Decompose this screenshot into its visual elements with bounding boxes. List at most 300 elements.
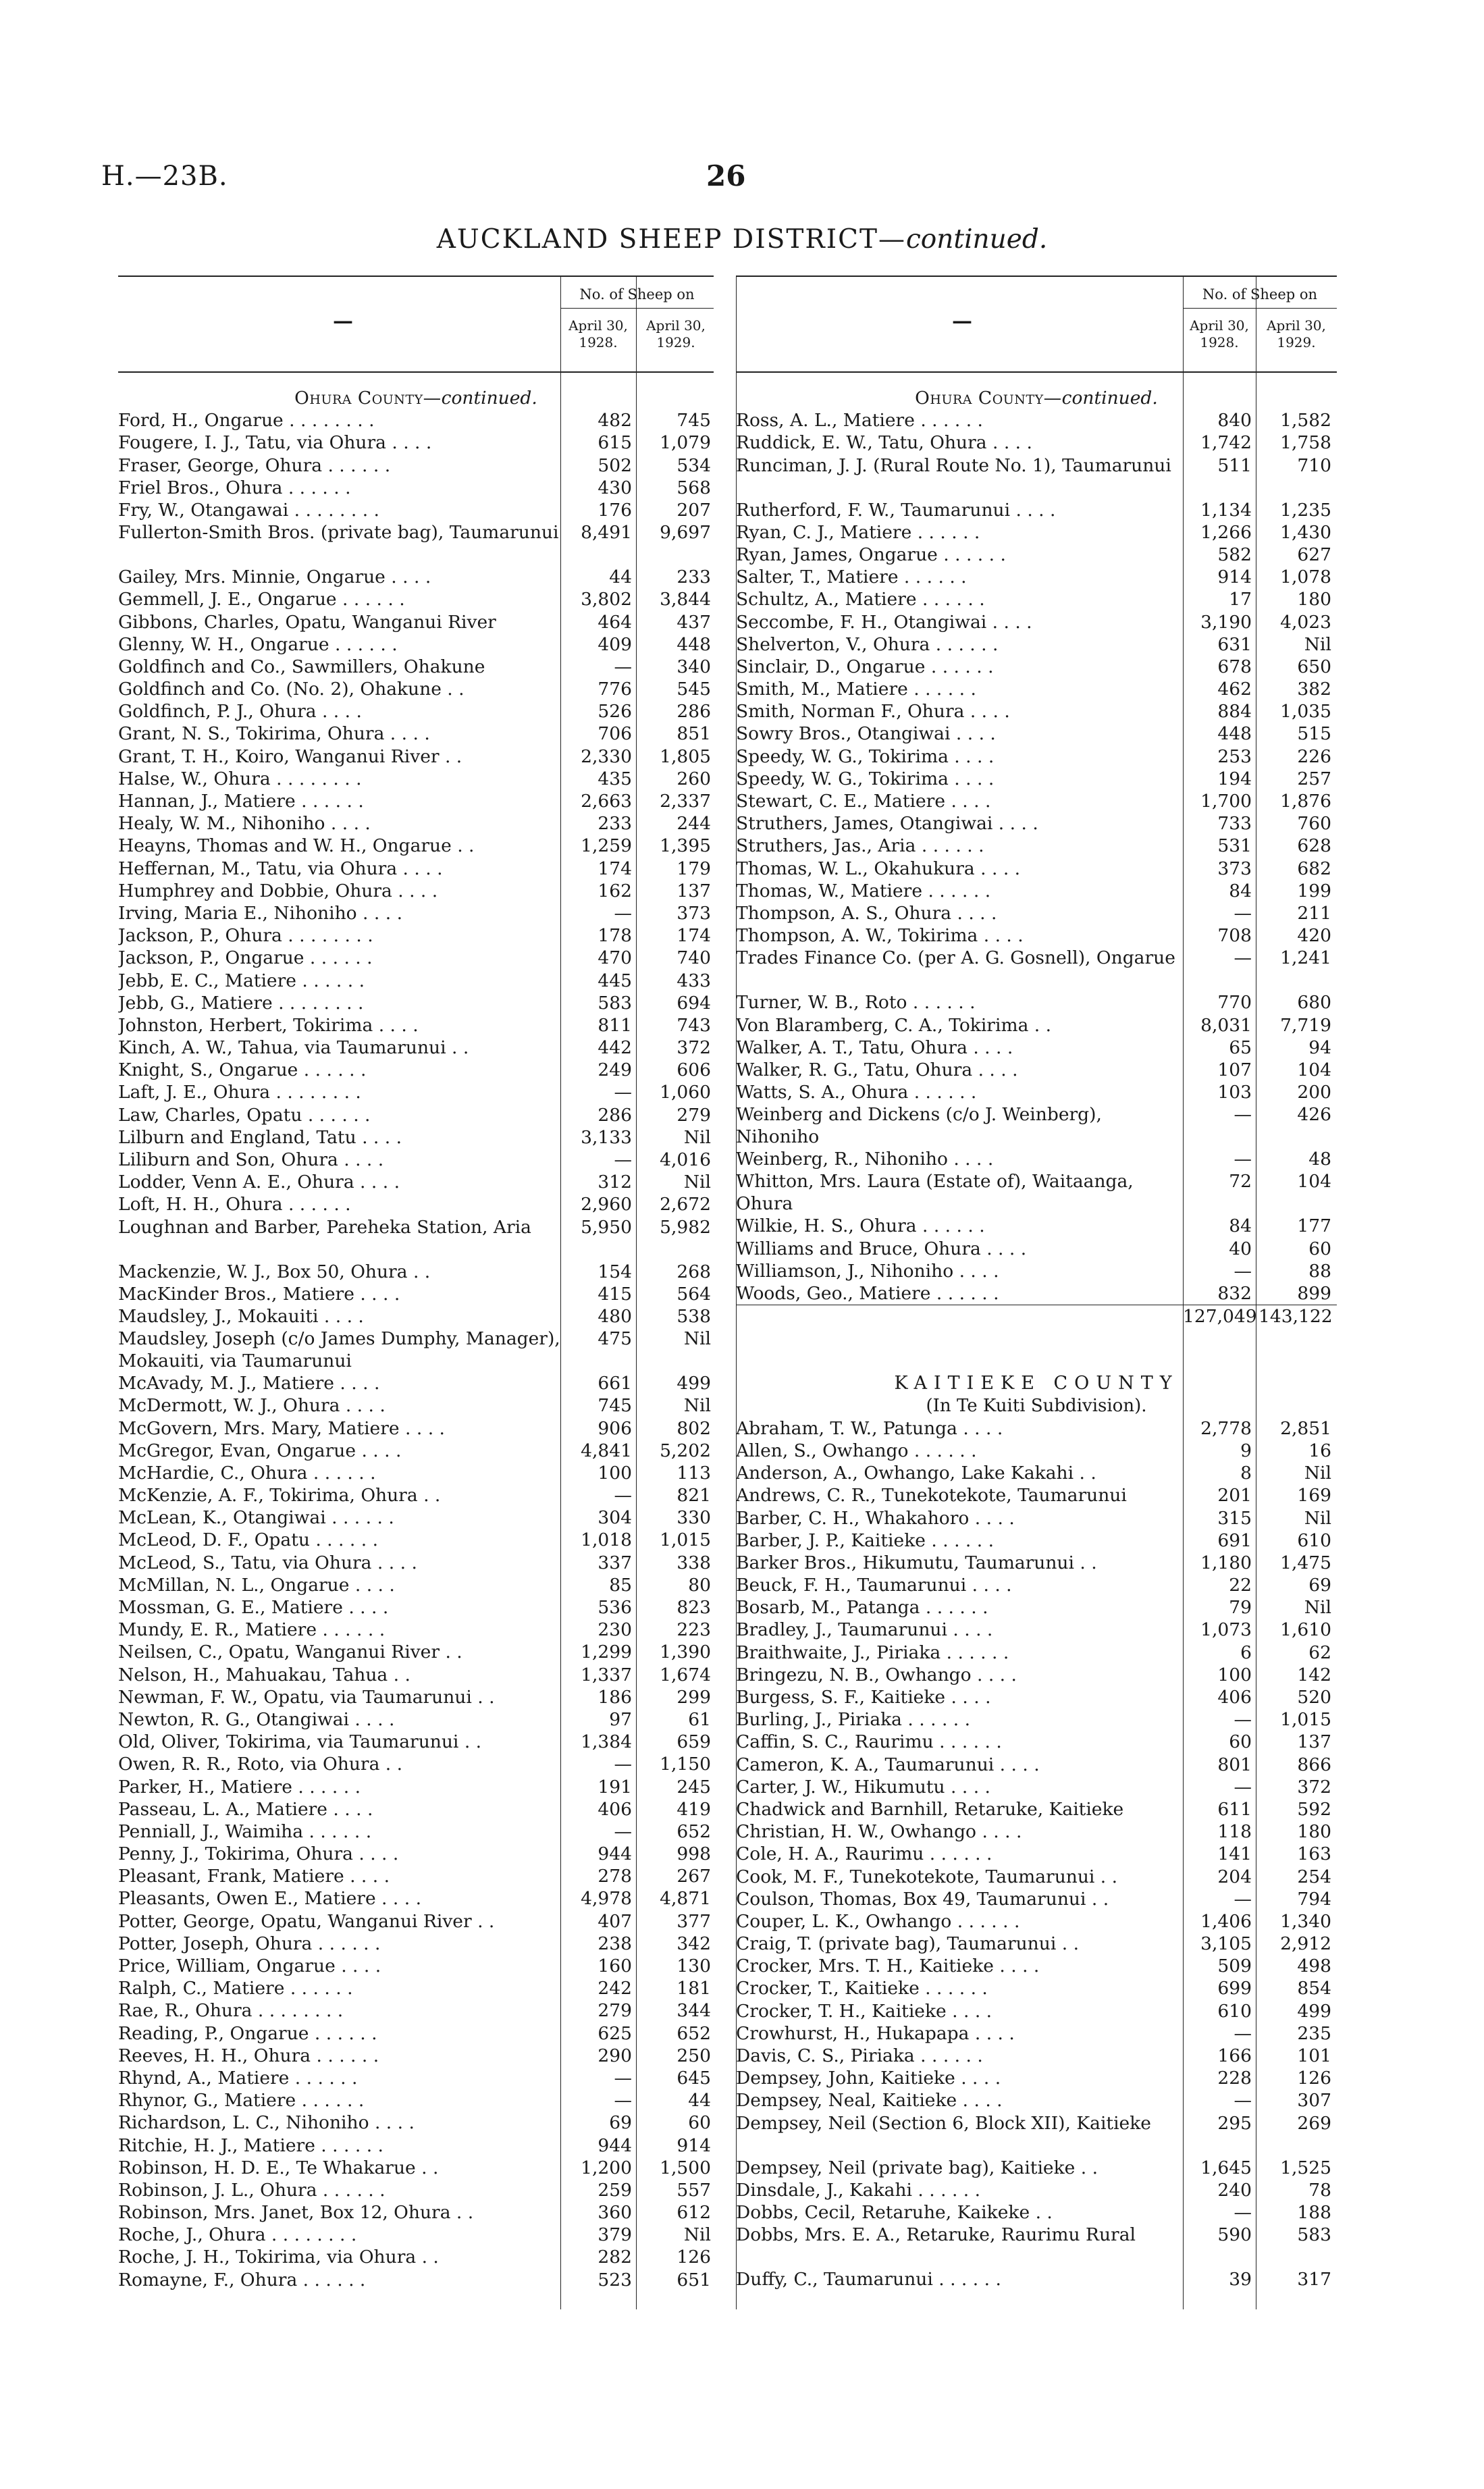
- sheep-1929: 126: [677, 2247, 711, 2268]
- owner-name: Mackenzie, W. J., Box 50, Ohura . .: [118, 1261, 431, 1282]
- sheep-1928: 295: [1217, 2112, 1252, 2134]
- sheep-1928: 85: [609, 1574, 632, 1596]
- table-row: [736, 700, 1337, 723]
- owner-name: Pleasant, Frank, Matiere . . . .: [118, 1866, 390, 1887]
- sheep-1929: 520: [1297, 1687, 1331, 1708]
- table-row: [118, 1798, 714, 1820]
- sheep-1929: 2,337: [660, 791, 711, 812]
- sheep-1928: 590: [1217, 2224, 1252, 2246]
- sheep-1928: 1,299: [581, 1642, 632, 1663]
- table-row: [118, 1664, 714, 1686]
- sheep-1929: 498: [1297, 1956, 1331, 1977]
- sheep-1929: 1,876: [1280, 791, 1331, 812]
- owner-name: Healy, W. M., Nihoniho . . . .: [118, 813, 371, 835]
- right-table: [736, 276, 1337, 2309]
- sheep-1928: —: [614, 2067, 632, 2089]
- owner-name: McLean, K., Otangiwai . . . . . .: [118, 1507, 394, 1529]
- sheep-1928: 5,950: [581, 1216, 632, 1238]
- table-row: [118, 1081, 714, 1103]
- sheep-1929: 1,390: [660, 1642, 711, 1663]
- owner-name: McAvady, M. J., Matiere . . . .: [118, 1373, 380, 1394]
- section-subtitle: (In Te Kuiti Subdivision).: [926, 1395, 1147, 1416]
- table-row: [736, 1798, 1337, 1820]
- sheep-1929: 137: [677, 880, 711, 901]
- sheep-1928: 204: [1217, 1866, 1252, 1887]
- table-row: [118, 1283, 714, 1305]
- sheep-1929: 235: [1297, 2022, 1331, 2044]
- table-row: [118, 1014, 714, 1037]
- table-row: [118, 835, 714, 857]
- sheep-1928: 39: [1229, 2269, 1252, 2290]
- owner-name: Abraham, T. W., Patunga . . . .: [736, 1417, 1003, 1439]
- sheep-1929: 279: [677, 1104, 711, 1126]
- header-col-1928: April 30, 1928.: [568, 317, 628, 350]
- owner-name: Schultz, A., Matiere . . . . . .: [736, 589, 985, 610]
- owner-name: Carter, J. W., Hikumutu . . . .: [736, 1776, 990, 1798]
- owner-name: Gemmell, J. E., Ongarue . . . . . .: [118, 589, 405, 610]
- owner-name: Ralph, C., Matiere . . . . . .: [118, 1978, 353, 1999]
- owner-name: Nelson, H., Mahuakau, Tahua . .: [118, 1664, 410, 1685]
- table-row: [118, 1171, 714, 1193]
- table-row: [118, 1708, 714, 1731]
- owner-name: Maudsley, J., Mokauiti . . . .: [118, 1305, 364, 1327]
- sheep-1928: 582: [1217, 544, 1252, 565]
- owner-name: Kinch, A. W., Tahua, via Taumarunui . .: [118, 1037, 469, 1059]
- table-row: [118, 611, 714, 633]
- sheep-1929: 181: [677, 1978, 711, 1999]
- sheep-1929: 628: [1297, 835, 1331, 857]
- sheep-1928: 360: [598, 2202, 632, 2224]
- sheep-1928: —: [1234, 1776, 1252, 1798]
- total-1928: 127,049: [1183, 1306, 1257, 1328]
- sheep-1929: 1,340: [1280, 1910, 1331, 1932]
- table-row: [736, 2045, 1337, 2067]
- table-row: [118, 431, 714, 454]
- sheep-1929: 7,719: [1280, 1014, 1331, 1036]
- sheep-1929: 419: [677, 1798, 711, 1820]
- owner-name: Rae, R., Ohura . . . . . . . .: [118, 2000, 344, 2022]
- sheep-1928: 1,645: [1200, 2157, 1252, 2178]
- sheep-1929: 433: [677, 970, 711, 991]
- sheep-1929: Nil: [683, 2224, 711, 2246]
- table-row: [736, 1843, 1337, 1865]
- table-row: [118, 723, 714, 745]
- table-row: [118, 1552, 714, 1574]
- table-row: [118, 1506, 714, 1529]
- owner-name: Sowry Bros., Otangiwai . . . .: [736, 723, 996, 745]
- sheep-1929: 1,610: [1280, 1619, 1331, 1641]
- table-row: [736, 431, 1337, 454]
- owner-name: Burgess, S. F., Kaitieke . . . .: [736, 1687, 991, 1708]
- table-row: [118, 880, 714, 902]
- table-row: [736, 1103, 1337, 1148]
- table-row: [118, 2134, 714, 2157]
- sheep-1928: 625: [598, 2022, 632, 2044]
- owner-name: Struthers, James, Otangiwai . . . .: [736, 813, 1038, 835]
- sheep-1929: 169: [1297, 1485, 1331, 1506]
- header-dash: —: [952, 309, 972, 333]
- table-row: [736, 2112, 1337, 2157]
- owner-name: Lodder, Venn A. E., Ohura . . . .: [118, 1172, 400, 1193]
- sheep-1929: 4,871: [660, 1888, 711, 1910]
- sheep-1928: 407: [598, 1910, 632, 1932]
- sheep-1928: 2,778: [1200, 1417, 1252, 1439]
- sheep-1928: 238: [598, 1933, 632, 1954]
- owner-name: Glenny, W. H., Ongarue . . . . . .: [118, 633, 398, 655]
- owner-name: Jackson, P., Ohura . . . . . . . .: [118, 925, 373, 947]
- sheep-1929: 299: [677, 1686, 711, 1708]
- left-table-header: [118, 276, 714, 373]
- sheep-1928: 4,841: [581, 1440, 632, 1461]
- owner-name: Jebb, G., Matiere . . . . . . . .: [118, 992, 364, 1014]
- table-row: [118, 2112, 714, 2134]
- sheep-1929: 177: [1297, 1215, 1331, 1237]
- table-row: [118, 477, 714, 499]
- owner-name: Loughnan and Barber, Pareheka Station, Aria: [118, 1216, 531, 1238]
- sheep-1929: 651: [677, 2269, 711, 2290]
- table-row: [736, 633, 1337, 656]
- owner-name: Loft, H. H., Ohura . . . . . .: [118, 1194, 351, 1215]
- sheep-1928: 72: [1229, 1171, 1252, 1193]
- table-row: [736, 1776, 1337, 1798]
- owner-name: McHardie, C., Ohura . . . . . .: [118, 1462, 376, 1484]
- table-row: [736, 611, 1337, 633]
- owner-name: Fry, W., Otangawai . . . . . . . .: [118, 499, 379, 521]
- sheep-1929: 257: [1297, 768, 1331, 789]
- owner-name: Fougere, I. J., Tatu, via Ohura . . . .: [118, 432, 432, 454]
- spacer: [736, 1328, 1337, 1372]
- sheep-1928: 470: [598, 947, 632, 969]
- owner-name: Hannan, J., Matiere . . . . . .: [118, 791, 364, 812]
- sheep-1929: 650: [1297, 656, 1331, 677]
- table-row: [118, 1216, 714, 1261]
- table-row: [736, 588, 1337, 610]
- sheep-1928: 745: [598, 1395, 632, 1417]
- sheep-1928: 801: [1217, 1754, 1252, 1775]
- sheep-1928: 3,105: [1200, 1933, 1252, 1955]
- sheep-1928: 107: [1217, 1059, 1252, 1080]
- table-row: [118, 1596, 714, 1619]
- table-row: [118, 1619, 714, 1641]
- sheep-1928: 1,384: [581, 1731, 632, 1753]
- sheep-1929: 545: [677, 679, 711, 700]
- owner-name: Crocker, Mrs. T. H., Kaitieke . . . .: [736, 1956, 1040, 1977]
- sheep-1928: 509: [1217, 1956, 1252, 1977]
- table-row: [736, 1059, 1337, 1081]
- sheep-1928: 141: [1217, 1843, 1252, 1865]
- sheep-1928: 162: [598, 880, 632, 901]
- sheep-1929: 199: [1297, 880, 1331, 901]
- table-row: [736, 1037, 1337, 1059]
- sheep-1929: 627: [1297, 544, 1331, 565]
- table-row: [118, 1999, 714, 2022]
- sheep-1928: 1,134: [1200, 499, 1252, 521]
- table-row: [736, 1664, 1337, 1686]
- owner-name: Seccombe, F. H., Otangiwai . . . .: [736, 611, 1032, 633]
- sheep-1929: 682: [1297, 858, 1331, 879]
- sheep-1928: —: [1234, 1104, 1252, 1126]
- left-table: [118, 276, 714, 2309]
- sheep-1928: 442: [598, 1037, 632, 1059]
- sheep-1929: 854: [1297, 1978, 1331, 1999]
- owner-name: Barber, C. H., Whakahoro . . . .: [736, 1507, 1015, 1529]
- sheep-1928: —: [614, 1149, 632, 1170]
- table-row: [118, 1574, 714, 1596]
- table-row: [736, 1820, 1337, 1843]
- owner-name: Halse, W., Ohura . . . . . . . .: [118, 768, 362, 789]
- owner-name: Salter, T., Matiere . . . . . .: [736, 567, 967, 588]
- sheep-1929: 1,015: [660, 1529, 711, 1551]
- sheep-1929: 307: [1297, 2090, 1331, 2112]
- sheep-1929: 94: [1308, 1037, 1331, 1058]
- sheep-1929: 342: [677, 1933, 711, 1954]
- sheep-1929: 1,430: [1280, 521, 1331, 543]
- sheep-1928: 4,978: [581, 1888, 632, 1910]
- sheep-1929: 1,525: [1280, 2157, 1331, 2178]
- owner-name: MacKinder Bros., Matiere . . . .: [118, 1283, 400, 1305]
- page-number: 26: [706, 159, 746, 192]
- sheep-1929: 1,395: [660, 835, 711, 857]
- owner-name: Wilkie, H. S., Ohura . . . . . .: [736, 1215, 985, 1237]
- table-row: [118, 1484, 714, 1506]
- section-title: KAITIEKE COUNTY: [894, 1373, 1179, 1394]
- owner-name: Mundy, E. R., Matiere . . . . . .: [118, 1619, 386, 1641]
- sheep-1928: 1,742: [1200, 432, 1252, 454]
- sheep-1928: 160: [598, 1956, 632, 1976]
- sheep-1929: 226: [1297, 745, 1331, 767]
- sheep-1929: 1,758: [1280, 432, 1331, 454]
- sheep-1928: 430: [598, 477, 632, 498]
- sheep-1929: 420: [1297, 925, 1331, 947]
- sheep-1929: Nil: [1304, 1597, 1331, 1619]
- table-row: [118, 1641, 714, 1663]
- owner-name: Reeves, H. H., Ohura . . . . . .: [118, 2045, 379, 2066]
- owner-name: Whitton, Mrs. Laura (Estate of), Waitaanga, Ohura: [736, 1171, 1134, 1215]
- sheep-1928: —: [1234, 2022, 1252, 2044]
- sheep-1929: 802: [677, 1417, 711, 1439]
- table-row: [118, 566, 714, 588]
- table-row: [118, 2022, 714, 2045]
- table-row: [118, 1126, 714, 1149]
- sheep-1928: —: [614, 656, 632, 677]
- sheep-1928: 3,802: [581, 589, 632, 610]
- table-row: [118, 812, 714, 835]
- sheep-1928: 2,960: [581, 1194, 632, 1215]
- sheep-1928: —: [614, 1082, 632, 1103]
- sheep-1929: 373: [677, 902, 711, 924]
- owner-name: Ryan, C. J., Matiere . . . . . .: [736, 521, 980, 543]
- sheep-1929: 534: [677, 454, 711, 476]
- table-row: [118, 2157, 714, 2179]
- sheep-1928: 1,259: [581, 835, 632, 857]
- sheep-1929: 515: [1297, 723, 1331, 745]
- sheep-1928: 678: [1217, 656, 1252, 677]
- owner-name: Dempsey, Neil (Section 6, Block XII), Kaitieke: [736, 2112, 1151, 2134]
- sheep-1929: 823: [677, 1597, 711, 1618]
- table-row: [736, 521, 1337, 544]
- owner-name: Neilsen, C., Opatu, Wanganui River . .: [118, 1642, 462, 1663]
- section-heading-county: Ohura County—: [915, 388, 1062, 409]
- sheep-1928: 286: [598, 1104, 632, 1126]
- owner-name: Ford, H., Ongarue . . . . . . . .: [118, 410, 375, 431]
- sheep-1929: 211: [1297, 902, 1331, 924]
- sheep-1928: —: [1234, 902, 1252, 924]
- owner-name: Cole, H. A., Raurimu . . . . . .: [736, 1843, 992, 1865]
- table-row: [736, 1081, 1337, 1103]
- right-rows: [736, 387, 1337, 2290]
- sheep-1929: 538: [677, 1305, 711, 1327]
- owner-name: Liliburn and Son, Ohura . . . .: [118, 1149, 384, 1170]
- sheep-1928: 154: [598, 1261, 632, 1282]
- table-row: [736, 768, 1337, 790]
- table-row: [736, 880, 1337, 902]
- table-row: [118, 992, 714, 1014]
- table-row: [736, 1686, 1337, 1708]
- table-row: [118, 1462, 714, 1484]
- table-row: [736, 1731, 1337, 1753]
- title-main: AUCKLAND SHEEP DISTRICT—: [436, 224, 906, 255]
- sheep-1929: 163: [1297, 1843, 1331, 1865]
- owner-name: Chadwick and Barnhill, Retaruke, Kaitieke: [736, 1798, 1124, 1820]
- sheep-1928: 733: [1217, 813, 1252, 835]
- sheep-1928: 415: [598, 1283, 632, 1305]
- table-row: [118, 656, 714, 678]
- sheep-1928: 337: [598, 1552, 632, 1573]
- owner-name: Law, Charles, Opatu . . . . . .: [118, 1104, 371, 1126]
- sheep-1928: 840: [1217, 410, 1252, 431]
- sheep-1928: 631: [1217, 633, 1252, 655]
- owner-name: Roche, J. H., Tokirima, via Ohura . .: [118, 2247, 439, 2268]
- sheep-1929: 330: [677, 1507, 711, 1529]
- table-row: [118, 454, 714, 477]
- owner-name: Bringezu, N. B., Owhango . . . .: [736, 1664, 1017, 1685]
- owner-name: Dinsdale, J., Kakahi . . . . . .: [736, 2179, 981, 2201]
- owner-name: Fraser, George, Ohura . . . . . .: [118, 454, 391, 476]
- sheep-1928: 9: [1240, 1440, 1252, 1461]
- sheep-1928: 944: [598, 1843, 632, 1865]
- sheep-1928: 406: [598, 1798, 632, 1820]
- sheep-1928: —: [614, 902, 632, 924]
- table-row: [736, 1642, 1337, 1664]
- sheep-1928: 194: [1217, 768, 1252, 789]
- owner-name: Potter, George, Opatu, Wanganui River . .: [118, 1910, 495, 1932]
- table-row: [118, 499, 714, 521]
- sheep-1928: 84: [1229, 880, 1252, 901]
- table-row: [118, 521, 714, 566]
- sheep-1929: 180: [1297, 589, 1331, 610]
- table-row: [736, 1754, 1337, 1776]
- sheep-1929: 382: [1297, 679, 1331, 700]
- sheep-1929: 179: [677, 858, 711, 879]
- sheep-1928: 811: [598, 1014, 632, 1036]
- sheep-1929: 1,582: [1280, 410, 1331, 431]
- sheep-1928: 69: [609, 2112, 632, 2134]
- table-row: [118, 1977, 714, 1999]
- table-row: [118, 1843, 714, 1865]
- owner-name: Friel Bros., Ohura . . . . . .: [118, 477, 351, 498]
- sheep-1929: 592: [1297, 1798, 1331, 1820]
- table-row: [736, 2224, 1337, 2268]
- sheep-1928: 373: [1217, 858, 1252, 879]
- owner-name: Caffin, S. C., Raurimu . . . . . .: [736, 1731, 1002, 1753]
- sheep-1928: 1,073: [1200, 1619, 1252, 1641]
- owner-name: Maudsley, Joseph (c/o James Dumphy, Manager), Mokauiti, via Taumarunui: [118, 1328, 560, 1372]
- owner-name: Speedy, W. G., Tokirima . . . .: [736, 768, 995, 789]
- owner-name: Smith, Norman F., Ohura . . . .: [736, 701, 1010, 723]
- table-row: [736, 1282, 1337, 1305]
- sheep-1928: 242: [598, 1978, 632, 1999]
- sheep-1928: 118: [1217, 1821, 1252, 1843]
- owner-name: Crocker, T., Kaitieke . . . . . .: [736, 1978, 988, 1999]
- owner-name: Williams and Bruce, Ohura . . . .: [736, 1238, 1027, 1259]
- owner-name: Laft, J. E., Ohura . . . . . . . .: [118, 1082, 361, 1103]
- table-row: [736, 409, 1337, 431]
- table-row: [736, 991, 1337, 1014]
- sheep-1928: 304: [598, 1507, 632, 1529]
- sheep-1928: 706: [598, 723, 632, 745]
- owner-name: Struthers, Jas., Aria . . . . . .: [736, 835, 984, 857]
- table-row: [118, 1372, 714, 1394]
- table-row: [118, 2201, 714, 2224]
- sheep-1929: 372: [677, 1037, 711, 1059]
- table-row: [118, 2045, 714, 2067]
- owner-name: Dempsey, Neil (private bag), Kaitieke . .: [736, 2157, 1098, 2178]
- sheep-1929: 659: [677, 1731, 711, 1753]
- table-row: [118, 1910, 714, 1933]
- sheep-1928: 60: [1229, 1731, 1252, 1753]
- total-1929: 143,122: [1258, 1306, 1333, 1328]
- table-row: [118, 1955, 714, 1977]
- sheep-1929: 610: [1297, 1529, 1331, 1551]
- owner-name: Crocker, T. H., Kaitieke . . . .: [736, 2000, 992, 2022]
- owner-name: McLeod, D. F., Opatu . . . . . .: [118, 1529, 378, 1551]
- owner-name: Coulson, Thomas, Box 49, Taumarunui . .: [736, 1888, 1109, 1910]
- owner-name: Humphrey and Dobbie, Ohura . . . .: [118, 880, 438, 901]
- sheep-1928: 44: [609, 567, 632, 588]
- sheep-1929: 1,235: [1280, 499, 1331, 521]
- sheep-1928: 2,330: [581, 745, 632, 767]
- sheep-1928: 482: [598, 410, 632, 431]
- owner-name: Christian, H. W., Owhango . . . .: [736, 1821, 1022, 1843]
- section-heading-continued: continued.: [441, 388, 537, 409]
- table-row: [118, 1059, 714, 1081]
- sheep-1928: 462: [1217, 679, 1252, 700]
- owner-name: Richardson, L. C., Nihoniho . . . .: [118, 2112, 415, 2134]
- owner-name: Lilburn and England, Tatu . . . .: [118, 1126, 402, 1148]
- table-row: [118, 858, 714, 880]
- owner-name: Walker, R. G., Tatu, Ohura . . . .: [736, 1059, 1018, 1080]
- table-row: [118, 1820, 714, 1843]
- sheep-1929: 499: [1297, 2000, 1331, 2022]
- sheep-1929: 200: [1297, 1082, 1331, 1103]
- owner-name: Barker Bros., Hikumutu, Taumarunui . .: [736, 1552, 1097, 1573]
- sheep-1929: Nil: [683, 1395, 711, 1417]
- sheep-1928: —: [1234, 2090, 1252, 2112]
- sheep-1929: 1,500: [660, 2157, 711, 2178]
- sheep-1928: 1,406: [1200, 1910, 1252, 1932]
- sheep-1929: 740: [677, 947, 711, 969]
- table-row: [736, 858, 1337, 880]
- sheep-1929: 606: [677, 1059, 711, 1081]
- owner-name: Williamson, J., Nihoniho . . . .: [736, 1260, 999, 1282]
- owner-name: Thomas, W. L., Okahukura . . . .: [736, 858, 1021, 879]
- sheep-1929: Nil: [683, 1126, 711, 1148]
- sheep-1929: 78: [1308, 2179, 1331, 2201]
- table-row: [736, 1484, 1337, 1506]
- table-row: [118, 2224, 714, 2246]
- header-sheep-on: No. of Sheep on: [1183, 281, 1337, 309]
- sheep-1929: 130: [677, 1956, 711, 1976]
